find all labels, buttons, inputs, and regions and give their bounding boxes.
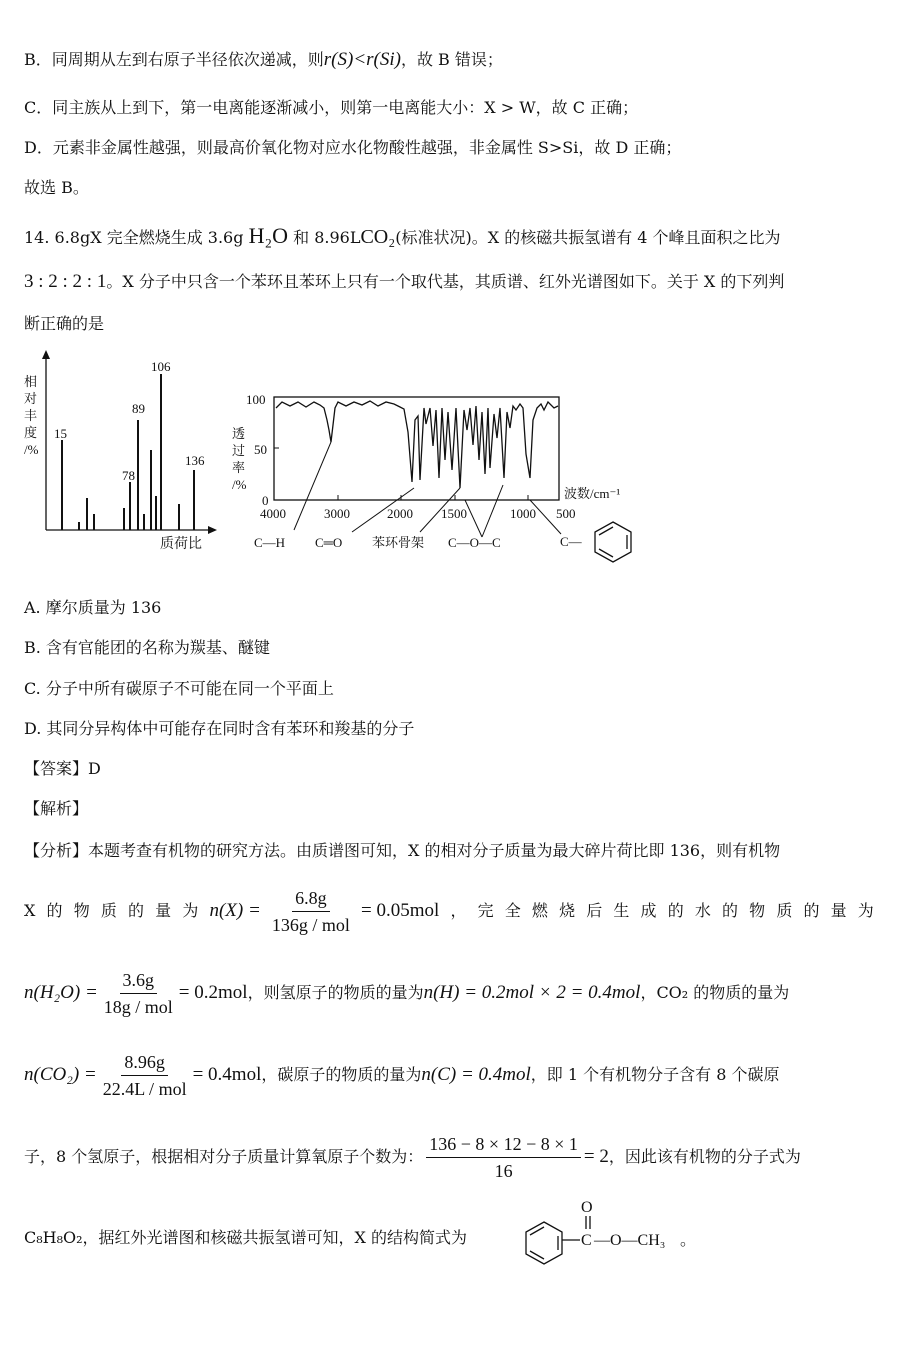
ms-peaks [62,374,194,530]
ir-ylabel-2: 过 [232,443,246,458]
annot-ch: C—H [254,535,286,550]
ir-xticks [260,506,576,521]
fraction-oxygen: $\frac{136 - 8 \times 12 - 8 \times 1}{16}$ [426,1133,581,1182]
analysis-p4: n(CO₂) = $\frac{8.96g}{\text{22.4L / mol}}$ = 0.4mol ，碳原子的物质的量为 n(C) = 0.4mol ，即 1 个有机物分子含有 8 个碳原 [24,1051,780,1099]
ms-label-78: 78 [122,468,135,483]
ms-label-106: 106 [151,359,171,374]
ir-ylabel [232,426,247,492]
spectra-figure [20,350,660,580]
ir-spectrum [232,392,631,562]
analysis-p3: n(H₂O) = $\frac{3.6g}{\text{18g / mol}}$ = 0.2mol ，则氢原子的物质的量为 n(H) = 0.2mol × 2 = 0.4mol ，CO₂ 的物质的量为 [24,969,790,1017]
eq-nx: n(X) = $\frac{6.8g}{\text{136g / mol}}$ = 0.05mol [209,887,440,935]
fraction-nco2: $\frac{8.96g}{\text{22.4L / mol}}$ [102,1051,187,1099]
ir-xlabel: 波数/cm⁻¹ [564,486,621,501]
ir-xtick-1000: 1000 [510,506,536,521]
ir-trace [276,401,558,488]
choice-c: C. 分子中所有碳原子不可能在同一个平面上 [24,679,334,698]
analysis-p6: C₈H₈O₂，据红外光谱图和核磁共振氢谱可知，X 的结构简式为 [24,1228,468,1247]
conclusion-prev: 故选 B。 [24,178,89,197]
pointer-coc-2 [482,485,503,537]
analysis-p1: 【分析】本题考查有机物的研究方法。由质谱图可知，X 的相对分子质量为最大碎片荷比即 136，则有机物 [24,841,781,860]
ir-xtick-500: 500 [556,506,576,521]
ir-xtick-2000: 2000 [387,506,413,521]
option-d-prev: D．元素非金属性越强，则最高价氧化物对应水化物酸性越强，非金属性 S>Si，故 D 正确； [24,138,682,157]
analysis-p5: 子，8 个氢原子，根据相对分子质量计算氧原子个数为： $\frac{136 - 8 \times 12 - 8 \times 1}{16}$ = 2 ，因此该有机物的分子式为 [24,1133,801,1181]
answer: 【答案】D [24,759,101,778]
methoxy-group: —O—CH₃ [594,1232,666,1249]
annot-ring: 苯环骨架 [372,535,425,550]
ms-label-15: 15 [54,426,67,441]
mass-spectrum [24,350,217,552]
ms-ylabel-3: 丰 [24,408,38,423]
peak-ratio: 3 : 2 : 2 : 1 [24,271,107,292]
option-c-prev: C．同主族从上到下，第一电离能逐渐减小，则第一电离能大小：X > W，故 C 正确； [24,98,639,117]
ir-xtick-4000: 4000 [260,506,286,521]
ms-label-89: 89 [132,401,145,416]
ms-x-arrow [208,526,217,534]
ir-ylabel-3: 率 [232,460,246,475]
question-line-3: 断正确的是 [24,314,105,333]
fraction-nx: $\frac{6.8g}{\text{136g / mol}}$ [271,887,350,935]
analysis-p2: X 的 物 质 的 量 为 n(X) = $\frac{6.8g}{\text{136g / mol}}$ = 0.05mol ， 完 全 燃 烧 后 生 成 的 水 的 物 质 的 量 为 [24,887,874,935]
ir-ytick-100: 100 [246,392,266,407]
ir-ytick-50: 50 [254,442,267,457]
choice-d: D. 其同分异构体中可能存在同时含有苯环和羧基的分子 [24,719,415,738]
choice-a: A. 摩尔质量为 136 [24,598,162,617]
h2o-formula: H₂O [248,223,289,248]
ir-xtick-3000: 3000 [324,506,350,521]
sentence-end: 。 [680,1232,697,1249]
ir-ytick-0: 0 [262,493,269,508]
benzene-ring-icon [595,522,631,562]
radius-compare: r(S)<r(Si) [323,49,401,70]
ir-ylabel-4: /% [232,477,247,492]
ms-ylabel-2: 对 [24,391,38,406]
fraction-nh2o: $\frac{3.6g}{\text{18g / mol}}$ [103,969,173,1017]
ms-y-arrow [42,350,50,359]
analysis-title: 【解析】 [24,799,89,818]
ms-xlabel: 质荷比 [160,537,202,552]
ir-xtick-1500: 1500 [441,506,467,521]
ir-annotations [254,534,583,550]
ms-ylabel-1: 相 [24,374,38,389]
ir-ylabel-1: 透 [232,426,246,441]
pointer-coc-1 [465,500,482,537]
ms-ylabel [24,374,39,457]
choice-b: B. 含有官能团的名称为羰基、醚键 [24,638,270,657]
annot-coc: C—O—C [448,535,501,550]
co2-formula: CO₂ [360,226,396,248]
ir-pointers [294,442,561,537]
carbonyl-c: C [581,1232,592,1249]
structure-methyl-benzoate [520,1196,700,1276]
ms-ylabel-4: 度 [24,425,38,440]
annot-phenyl: C— [560,534,582,549]
carbonyl-o: O [581,1199,593,1216]
question-line-2: 3 : 2 : 2 : 1。X 分子中只含一个苯环且苯环上只有一个取代基，其质谱、红外光谱图如下。关于 X 的下列判 [24,271,785,292]
ms-label-136: 136 [185,453,205,468]
annot-co: C═O [315,535,343,550]
question-line-1: 14. 6.8gX 完全燃烧生成 3.6g H₂O 和 8.96LCO₂(标准状况)。X 的核磁共振氢谱有 4 个峰且面积之比为 [24,223,781,248]
ms-peak-labels [54,359,205,483]
option-b-prev: B．同周期从左到右原子半径依次递减，则r(S)<r(Si)，故 B 错误； [24,49,503,70]
ms-ylabel-5: /% [24,442,39,457]
ir-frame [274,397,559,500]
